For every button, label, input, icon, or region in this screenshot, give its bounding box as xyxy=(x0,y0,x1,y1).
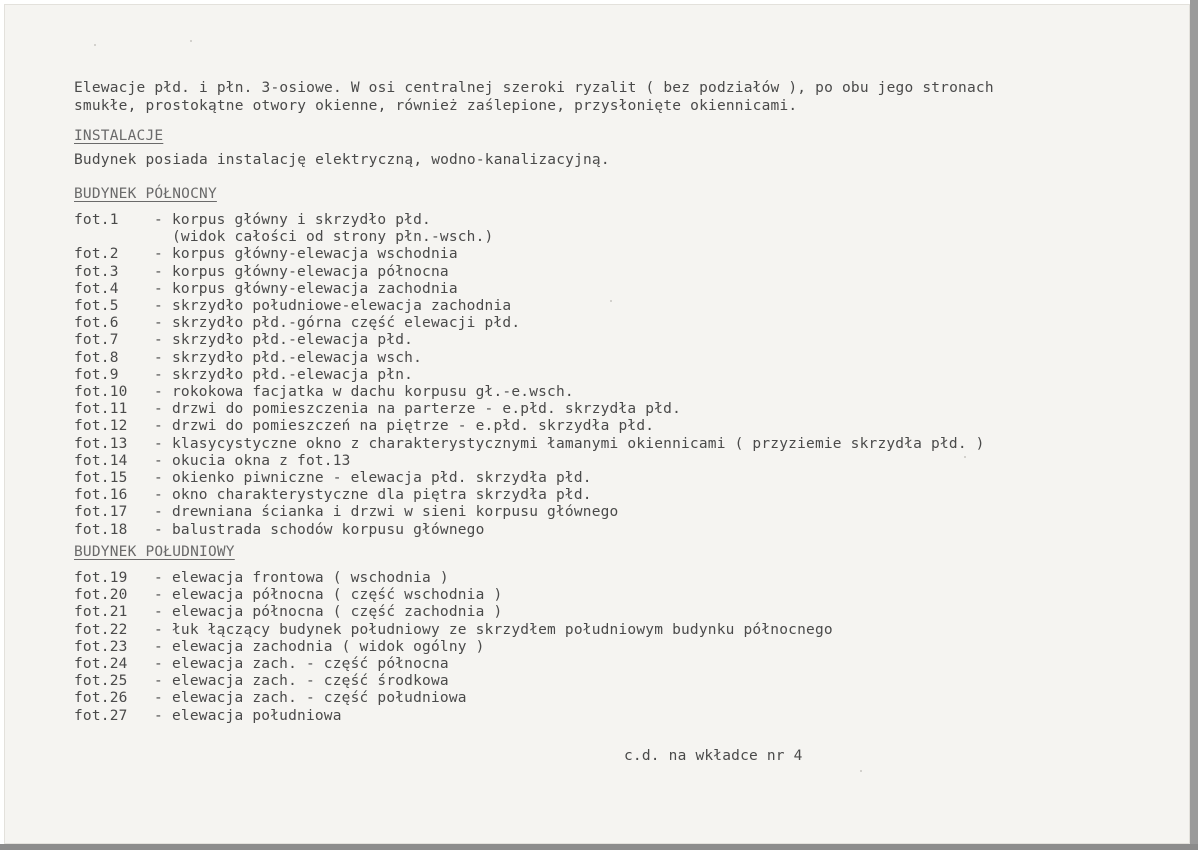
list-dash: - xyxy=(154,707,163,724)
scan-border-bottom xyxy=(0,844,1198,850)
photo-number: fot.21 xyxy=(74,604,128,621)
photo-description: skrzydło płd.-elewacja wsch. xyxy=(172,349,423,366)
photo-number: fot.5 xyxy=(74,298,119,314)
photo-number: fot.18 xyxy=(74,521,128,538)
scan-border-right xyxy=(1190,0,1198,850)
photo-description: korpus główny-elewacja północna xyxy=(172,263,449,280)
scan-speck xyxy=(860,770,862,772)
photo-number: fot.26 xyxy=(74,690,128,707)
list-dash: - xyxy=(154,315,163,332)
photo-description: elewacja zach. - część środkowa xyxy=(172,673,449,690)
photo-number: fot.16 xyxy=(74,487,128,504)
list-dash: - xyxy=(154,521,163,538)
photo-number: fot.13 xyxy=(74,435,128,452)
scan-speck xyxy=(964,456,966,458)
photo-number: fot.27 xyxy=(74,707,128,724)
photo-description: klasycystyczne okno z charakterystycznymi łamanymi okiennicami ( przyziemie skrzydła płd. ) xyxy=(172,435,985,452)
photo-description: elewacja zachodnia ( widok ogólny ) xyxy=(172,638,485,655)
photo-description: (widok całości od strony płn.-wsch.) xyxy=(172,229,494,246)
photo-number: fot.2 xyxy=(74,246,119,263)
list-dash: - xyxy=(154,401,163,418)
list-dash: - xyxy=(154,298,163,314)
south-building-heading: BUDYNEK POŁUDNIOWY xyxy=(74,544,235,560)
scan-speck xyxy=(190,40,192,42)
list-dash: - xyxy=(154,487,163,504)
list-dash: - xyxy=(154,280,163,297)
photo-description: drzwi do pomieszczeń na piętrze - e.płd. skrzydła płd. xyxy=(172,418,655,435)
photo-number: fot.4 xyxy=(74,280,119,297)
list-dash: - xyxy=(154,587,163,604)
photo-number: fot.3 xyxy=(74,263,119,280)
photo-description: rokokowa facjatka w dachu korpusu gł.-e.wsch. xyxy=(172,384,574,400)
list-dash: - xyxy=(154,246,163,263)
north-building-heading: BUDYNEK PÓŁNOCNY xyxy=(74,186,217,202)
photo-number: fot.7 xyxy=(74,332,119,349)
photo-description: elewacja zach. - część północna xyxy=(172,656,449,672)
photo-description: korpus główny-elewacja wschodnia xyxy=(172,246,458,263)
photo-number: fot.6 xyxy=(74,315,119,332)
instalacje-text: Budynek posiada instalację elektryczną, wodno-kanalizacyjną. xyxy=(74,152,610,168)
photo-number: fot.24 xyxy=(74,656,128,672)
photo-number: fot.17 xyxy=(74,504,128,521)
photo-description: drzwi do pomieszczenia na parterze - e.płd. skrzydła płd. xyxy=(172,401,681,418)
list-dash: - xyxy=(154,638,163,655)
list-dash: - xyxy=(154,621,163,638)
photo-description: okno charakterystyczne dla piętra skrzydła płd. xyxy=(172,487,592,504)
scan-speck xyxy=(610,300,612,302)
list-dash: - xyxy=(154,470,163,486)
photo-description: łuk łączący budynek południowy ze skrzydłem południowym budynku północnego xyxy=(172,621,833,638)
photo-number: fot.23 xyxy=(74,638,128,655)
list-dash: - xyxy=(154,570,163,586)
photo-number: fot.10 xyxy=(74,384,128,400)
intro-line-1: Elewacje płd. i płn. 3-osiowe. W osi centralnej szeroki ryzalit ( bez podziałów ), po obu jego stronach xyxy=(74,80,994,96)
intro-line-2: smukłe, prostokątne otwory okienne, również zaślepione, przysłonięte okiennicami. xyxy=(74,98,798,114)
photo-description: drewniana ścianka i drzwi w sieni korpusu głównego xyxy=(172,504,619,521)
list-dash: - xyxy=(154,656,163,672)
instalacje-heading: INSTALACJE xyxy=(74,128,164,144)
photo-description: elewacja północna ( część wschodnia ) xyxy=(172,587,503,604)
photo-description: balustrada schodów korpusu głównego xyxy=(172,521,485,538)
photo-description: skrzydło płd.-elewacja płn. xyxy=(172,366,414,383)
photo-description: skrzydło południowe-elewacja zachodnia xyxy=(172,298,512,314)
photo-number: fot.1 xyxy=(74,212,119,228)
photo-description: skrzydło płd.-górna część elewacji płd. xyxy=(172,315,521,332)
list-dash: - xyxy=(154,673,163,690)
list-dash: - xyxy=(154,366,163,383)
list-dash: - xyxy=(154,452,163,469)
list-dash: - xyxy=(154,504,163,521)
scan-speck xyxy=(94,44,96,46)
list-dash: - xyxy=(154,332,163,349)
list-dash: - xyxy=(154,212,163,228)
photo-description: okienko piwniczne - elewacja płd. skrzydła płd. xyxy=(172,470,592,486)
photo-number: fot.12 xyxy=(74,418,128,435)
photo-description: elewacja zach. - część południowa xyxy=(172,690,467,707)
photo-description: elewacja południowa xyxy=(172,707,342,724)
photo-description: elewacja frontowa ( wschodnia ) xyxy=(172,570,449,586)
photo-number: fot.8 xyxy=(74,349,119,366)
photo-description: korpus główny-elewacja zachodnia xyxy=(172,280,458,297)
photo-number: fot.15 xyxy=(74,470,128,486)
photo-description: elewacja północna ( część zachodnia ) xyxy=(172,604,503,621)
list-dash: - xyxy=(154,349,163,366)
photo-number: fot.11 xyxy=(74,401,128,418)
list-dash: - xyxy=(154,435,163,452)
list-dash: - xyxy=(154,604,163,621)
continued-note: c.d. na wkładce nr 4 xyxy=(624,748,803,764)
photo-description: skrzydło płd.-elewacja płd. xyxy=(172,332,414,349)
list-dash: - xyxy=(154,690,163,707)
list-dash: - xyxy=(154,263,163,280)
photo-number: fot.22 xyxy=(74,621,128,638)
photo-number: fot.20 xyxy=(74,587,128,604)
photo-description: korpus główny i skrzydło płd. xyxy=(172,212,431,228)
photo-number: fot.25 xyxy=(74,673,128,690)
photo-description: okucia okna z fot.13 xyxy=(172,452,351,469)
list-dash: - xyxy=(154,418,163,435)
photo-number: fot.14 xyxy=(74,452,128,469)
list-dash: - xyxy=(154,384,163,400)
photo-number: fot.19 xyxy=(74,570,128,586)
photo-number: fot.9 xyxy=(74,366,119,383)
